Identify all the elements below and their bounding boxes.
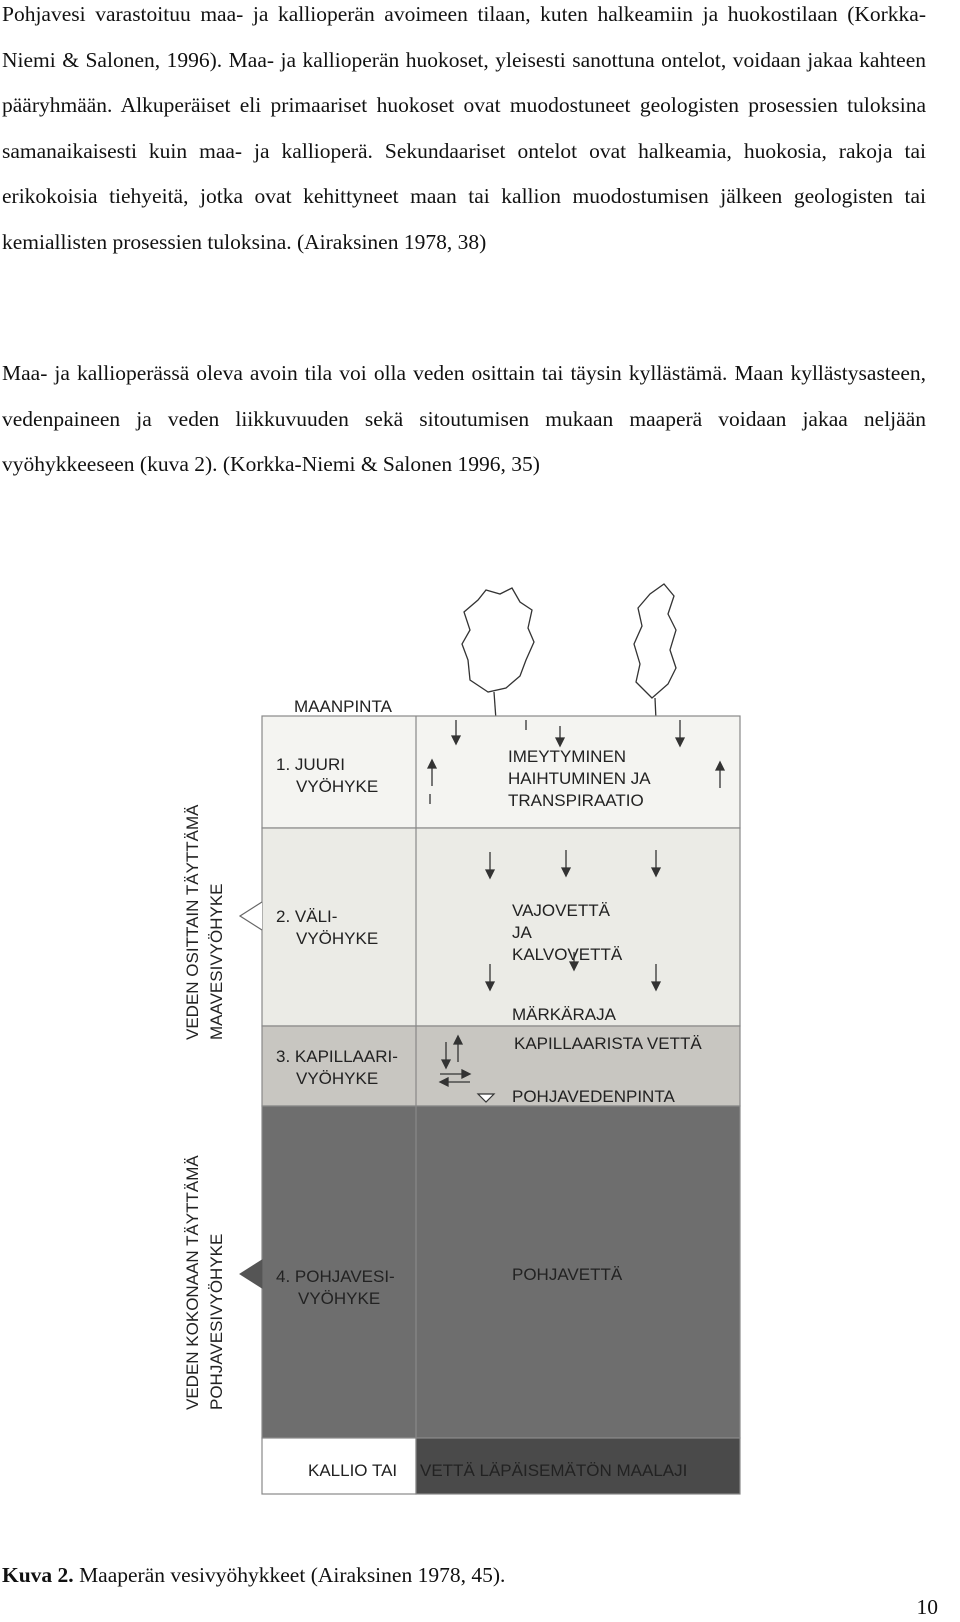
zone-2-desc: VAJOVETTÄ JA KALVOVETTÄ (512, 901, 623, 964)
intermediate-zone (262, 828, 740, 1026)
paragraph-2: Maa- ja kallioperässä oleva avoin tila voi olla veden osittain tai täysin kyllästämä. Maan kyllästysasteen, vedenpaineen ja veden liikkuvuuden sekä sitoutumisen mukaan maaperä voidaan jakaa neljään vyöhykkeeseen (kuva 2). (Korkka-Niemi & Salonen 1996, 35) (2, 361, 926, 476)
caption-text: Maaperän vesivyöhykkeet (Airaksinen 1978, 45). (73, 1563, 506, 1587)
zone-1-desc: IMEYTYMINEN HAIHTUMINEN JA TRANSPIRAATIO (508, 747, 651, 810)
tree-illustration (462, 584, 676, 720)
caption-label: Kuva 2. (2, 1563, 74, 1587)
figure-caption (2, 1563, 505, 1588)
paragraph-1: Pohjavesi varastoituu maa- ja kallioperän avoimeen tilaan, kuten halkeamiin ja huokostilaan (Korkka-Niemi & Salonen, 1996). Maa- ja kallioperän huokoset, yleisesti sanottuna ontelot, voidaan jakaa kahteen pääryhmään. Alkuperäiset eli primaariset huokoset ovat muodostuneet geologisten prosessien tuloksina samanaikaisesti kuin maa- ja kallioperä. Sekundaariset ontelot ovat halkeamia, huokosia, rakoja tai erikokoisia tiehyeitä, jotka ovat kehittyneet maan tai kallion muodostumisen jälkeen geologisten tai kemiallisten prosessien tuloksina. (Airaksinen 1978, 38) (2, 2, 926, 254)
lower-zone-pointer (240, 1260, 262, 1288)
surface-label: MAANPINTA (294, 697, 392, 716)
side-label-lower: VEDEN KOKONAAN TÄYTTÄMÄ POHJAVESIVYÖHYKE (183, 1155, 226, 1410)
page-number: 10 (916, 1595, 938, 1619)
bedrock-label: KALLIO TAI (308, 1461, 398, 1480)
zone-2-name: 2. VÄLI-VYÖHYKE (276, 907, 379, 948)
water-zones-figure (0, 580, 960, 1510)
zone-4-desc: POHJAVETTÄ (512, 1265, 623, 1284)
zone-3-desc: KAPILLAARISTA VETTÄ (514, 1034, 702, 1053)
zone-1-name: 1. JUURI VYÖHYKE (276, 755, 379, 796)
water-table-label: POHJAVEDENPINTA (512, 1087, 675, 1106)
wetting-front-label: MÄRKÄRAJA (512, 1005, 616, 1024)
side-label-upper: VEDEN OSITTAIN TÄYTTÄMÄ MAAVESIVYÖHYKE (183, 804, 226, 1040)
upper-zone-pointer (240, 902, 262, 930)
zone-3-name: 3. KAPILLAARI-VYÖHYKE (276, 1047, 398, 1088)
zone-4-name: 4. POHJAVESI-VYÖHYKE (276, 1267, 395, 1308)
impermeable-label: VETTÄ LÄPÄISEMÄTÖN MAALAJI (420, 1461, 688, 1480)
